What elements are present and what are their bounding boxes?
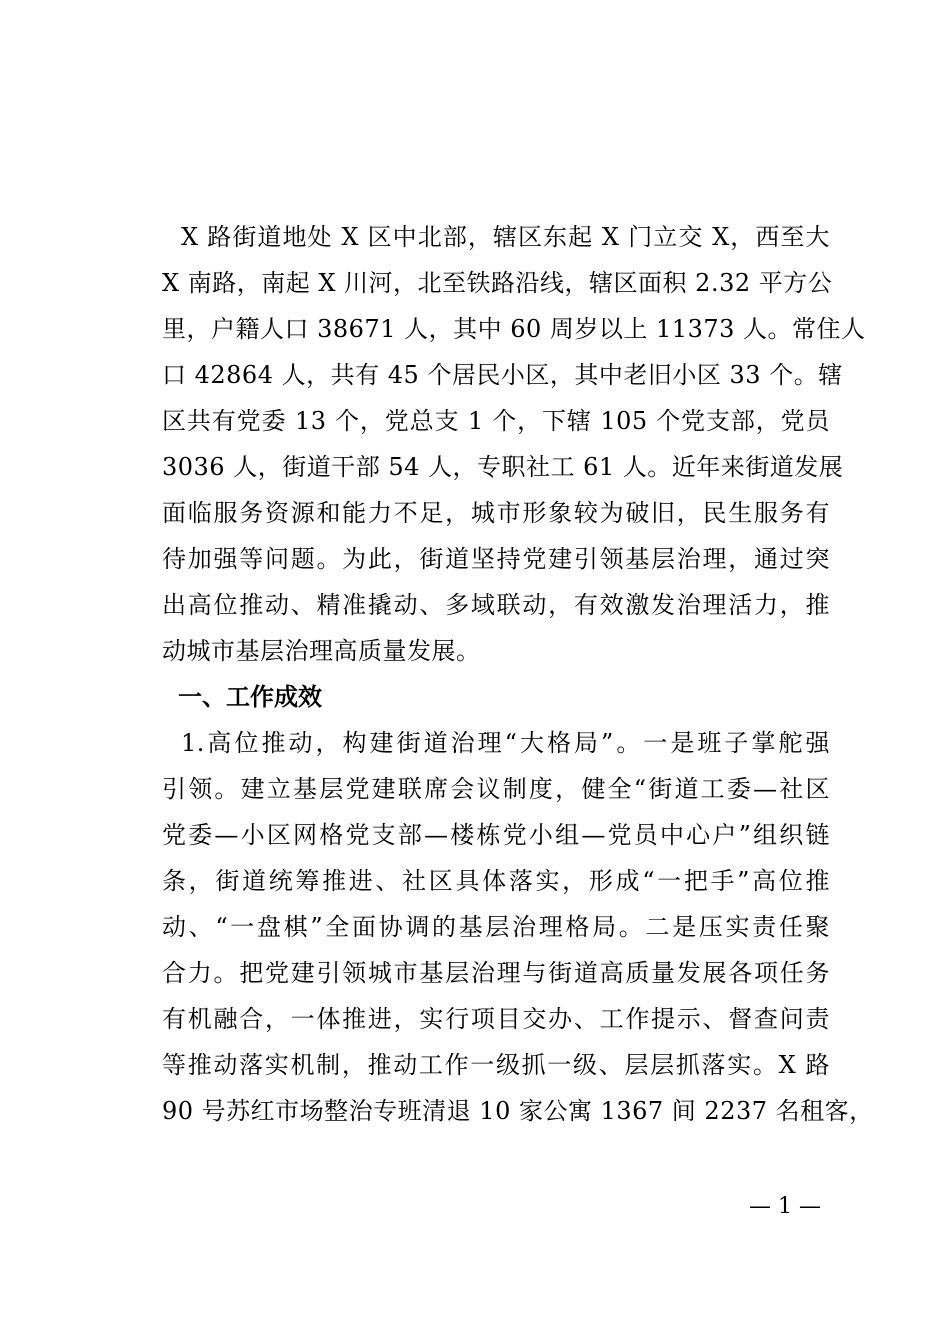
intro-line-7: 面临服务资源和能力不足，城市形象较为破旧，民生服务有 — [162, 499, 830, 527]
intro-line-4: 口 42864 人，共有 45 个居民小区，其中老旧小区 33 个。辖 — [162, 361, 843, 389]
intro-line-1: X 路街道地处 X 区中北部，辖区东起 X 门立交 X，西至大 — [181, 223, 830, 251]
section-line-4: 条，街道统筹推进、社区具体落实，形成“一把手”高位推 — [162, 867, 830, 895]
intro-line-3: 里，户籍人口 38671 人，其中 60 周岁以上 11373 人。常住人 — [162, 315, 866, 343]
section-line-9: 90 号苏红市场整治专班清退 10 家公寓 1367 间 2237 名租客， — [162, 1097, 874, 1125]
section-line-3: 党委—小区网格党支部—楼栋党小组—党员中心户”组织链 — [162, 821, 830, 849]
intro-line-5: 区共有党委 13 个，党总支 1 个，下辖 105 个党支部，党员 — [162, 407, 830, 435]
section-line-2: 引领。建立基层党建联席会议制度，健全“街道工委—社区 — [162, 775, 830, 803]
section-line-6: 合力。把党建引领城市基层治理与街道高质量发展各项任务 — [162, 959, 830, 987]
intro-line-9: 出高位推动、精准撬动、多域联动，有效激发治理活力，推 — [162, 591, 830, 619]
intro-line-6: 3036 人，街道干部 54 人，专职社工 61 人。近年来街道发展 — [162, 453, 844, 481]
intro-line-10: 动城市基层治理高质量发展。 — [162, 637, 481, 665]
section-line-5: 动、“一盘棋”全面协调的基层治理格局。二是压实责任聚 — [162, 913, 830, 941]
section-line-7: 有机融合，一体推进，实行项目交办、工作提示、督查问责 — [162, 1005, 830, 1033]
section-line-8: 等推动落实机制，推动工作一级抓一级、层层抓落实。X 路 — [162, 1051, 830, 1079]
section-line-1: 1.高位推动，构建街道治理“大格局”。一是班子掌舵强 — [181, 729, 830, 757]
intro-line-8: 待加强等问题。为此，街道坚持党建引领基层治理，通过突 — [162, 545, 830, 573]
page-number: — 1 — — [749, 1194, 821, 1219]
intro-line-2: X 南路，南起 X 川河，北至铁路沿线，辖区面积 2.32 平方公 — [162, 269, 833, 297]
section-heading: 一、工作成效 — [178, 683, 322, 711]
